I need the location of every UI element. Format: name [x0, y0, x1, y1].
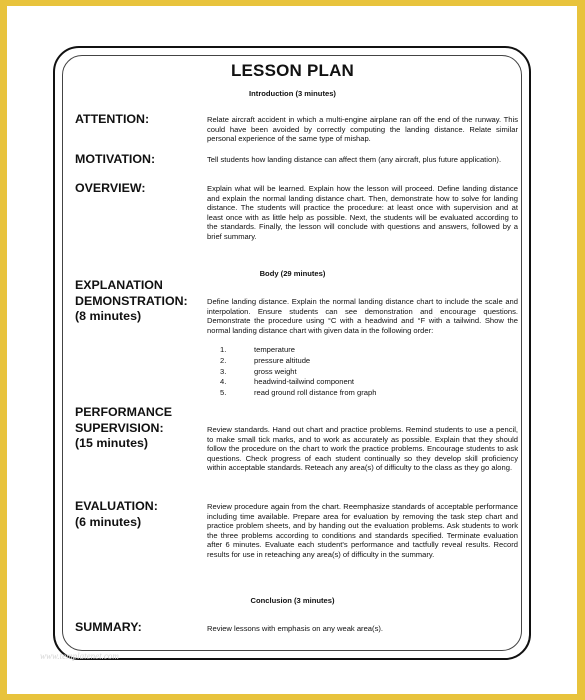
- list-item: [207, 345, 376, 356]
- watermark: www.templatenet.com: [40, 651, 119, 661]
- attention-label: ATTENTION:: [75, 112, 150, 126]
- motivation-text: Tell students how landing distance can affect them (any aircraft, plus future application).: [207, 155, 502, 164]
- step-number: 3.: [220, 366, 227, 376]
- summary-label: SUMMARY:: [75, 620, 142, 634]
- step-text: headwind-tailwind component: [254, 377, 355, 387]
- performance-text: Review standards. Hand out chart and practice problems. Remind students to use a pencil, to make small tick marks, and to work as accurately as possible. Explain that they should follow the procedure on the chart to work the practice problems. Encourage students to ask questions. Check progress of each student continually so they develop skill proficiency within acceptable standards. Reteach any area(s) of difficulty to the class as they go along.: [207, 425, 518, 473]
- page-title: LESSON PLAN: [230, 61, 355, 80]
- list-item: [207, 367, 376, 378]
- summary-text: Review lessons with emphasis on any weak area(s).: [207, 624, 383, 633]
- explanation-text: Define landing distance. Explain the normal landing distance chart to include the scale and interpolation. Ensure students can see demonstration and encourage questions. Demonstrate the procedure using °C with a headwind and °F with a tailwind. Show the normal landing distance chart with given data in the following order:: [207, 297, 518, 335]
- intro-heading: Introduction (3 minutes): [249, 89, 336, 98]
- evaluation-text: Review procedure again from the chart. Reemphasize standards of acceptable performance including time available. Prepare area for evaluation by removing the task step chart and practice problem sheets, and by handing out the evaluation problems. Ask students to work the three problems according to conditions and standards specified. Terminate evaluation after 6 minutes. Evaluate each student's performance and tactfully reveal results. Record results for use in reteaching any area(s) of difficulty in the summary.: [207, 502, 518, 559]
- conclusion-heading: Conclusion (3 minutes): [250, 596, 335, 605]
- list-item: [207, 377, 376, 388]
- list-item: [207, 356, 376, 367]
- overview-label: OVERVIEW:: [75, 181, 146, 195]
- list-item: [207, 388, 376, 399]
- step-text: temperature: [254, 345, 295, 354]
- step-number: 4.: [220, 377, 227, 387]
- step-number: 2.: [220, 355, 227, 365]
- step-text: read ground roll distance from graph: [254, 388, 377, 398]
- motivation-label: MOTIVATION:: [75, 152, 156, 166]
- step-text: gross weight: [254, 366, 297, 376]
- procedure-steps: [207, 345, 376, 399]
- step-number: 1.: [220, 345, 227, 354]
- step-text: pressure altitude: [254, 355, 311, 365]
- attention-text: Relate aircraft accident in which a multi-engine airplane ran off the end of the runway. This could have been avoided by correctly computing the landing distance. Relate similar personal experience of the same type of mishap.: [207, 115, 518, 144]
- evaluation-label: EVALUATION: (6 minutes): [75, 499, 158, 529]
- body-heading: Body (29 minutes): [259, 269, 326, 278]
- performance-label: PERFORMANCE SUPERVISION: (15 minutes): [75, 405, 173, 450]
- explanation-label: EXPLANATION DEMONSTRATION: (8 minutes): [75, 278, 188, 323]
- overview-text: Explain what will be learned. Explain how the lesson will proceed. Define landing distance and explain the normal landing distance chart. Then, demonstrate how to solve for landing distance. The students will practice the procedure: at least once with supervision and at least once with as little help as possible. Next, the students will be evaluated according to the standards. Finally, the lesson will conclude with questions and answers, followed by a brief summary.: [207, 184, 518, 241]
- step-number: 5.: [220, 388, 227, 398]
